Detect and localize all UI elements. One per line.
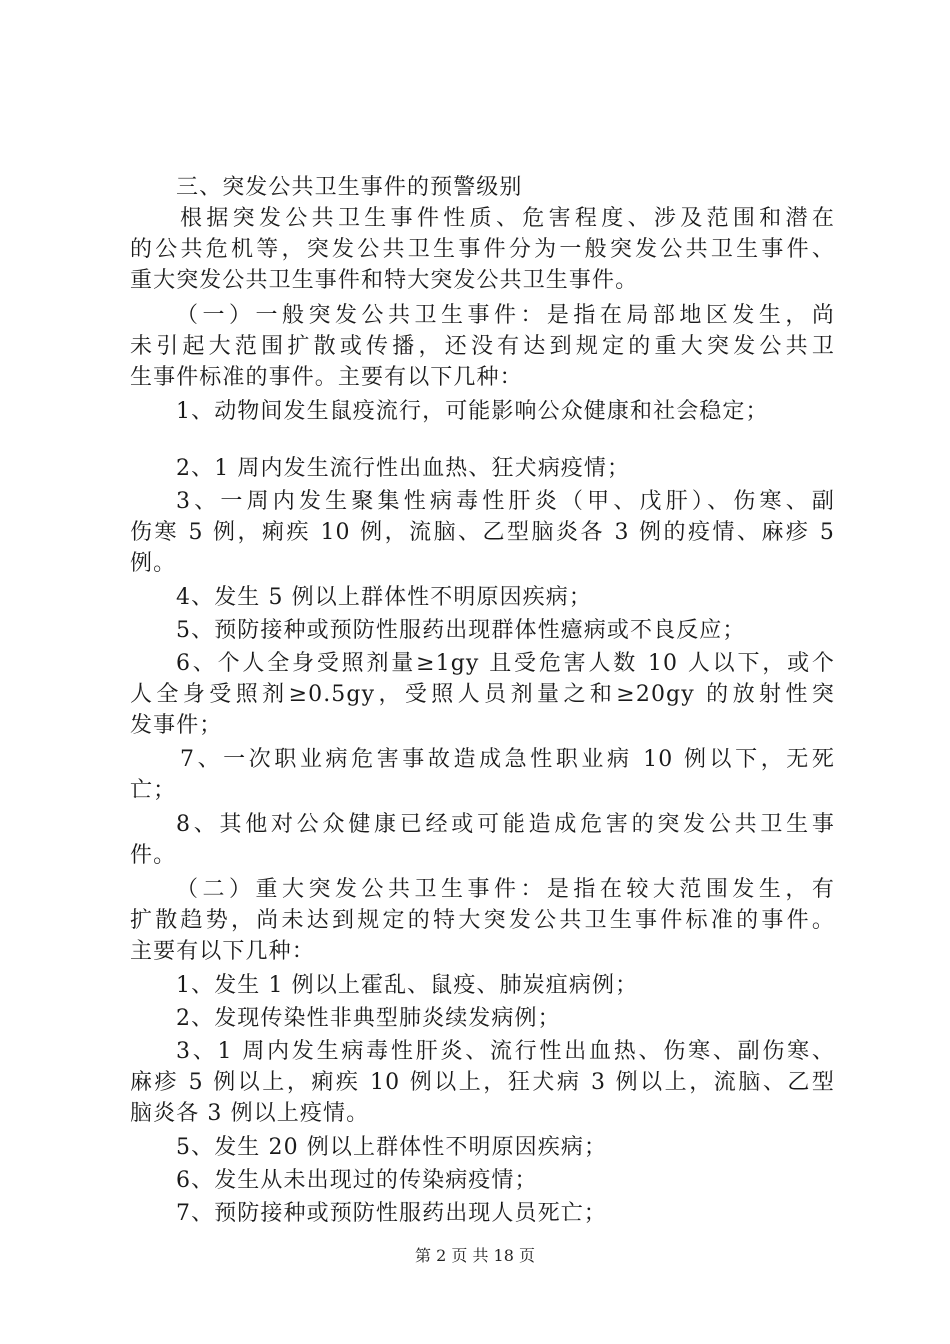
list-item: 2、1 周内发生流行性出血热、狂犬病疫情； (176, 456, 631, 481)
paragraph-line: （一）一般突发公共卫生事件：是指在局部地区发生，尚 (176, 303, 835, 328)
section-heading: 三、突发公共卫生事件的预警级别 (176, 175, 523, 200)
list-item: 6、发生从未出现过的传染病疫情； (176, 1168, 538, 1193)
paragraph-line: 未引起大范围扩散或传播，还没有达到规定的重大突发公共卫 (130, 334, 835, 359)
paragraph-line: 麻疹 5 例以上，痢疾 10 例以上，狂犬病 3 例以上，流脑、乙型 (130, 1070, 835, 1095)
page-number: 第 2 页 共 18 页 (415, 1246, 535, 1265)
paragraph-line: 生事件标准的事件。主要有以下几种： (130, 365, 523, 390)
paragraph-line: 件。 (130, 843, 177, 868)
list-item: 5、预防接种或预防性服药出现群体性癔病或不良反应； (176, 618, 746, 643)
list-item: 3、一周内发生聚集性病毒性肝炎（甲、戊肝）、伤寒、副 (176, 489, 835, 514)
list-item: 7、一次职业病危害事故造成急性职业病 10 例以下，无死 (180, 747, 835, 772)
paragraph-line: 重大突发公共卫生事件和特大突发公共卫生事件。 (130, 268, 639, 293)
paragraph-line: 主要有以下几种： (130, 939, 315, 964)
paragraph-line: 根据突发公共卫生事件性质、危害程度、涉及范围和潜在 (180, 206, 835, 231)
list-item: 5、发生 20 例以上群体性不明原因疾病； (176, 1135, 608, 1160)
list-item: 1、动物间发生鼠疫流行，可能影响公众健康和社会稳定； (176, 399, 769, 424)
paragraph-line: 扩散趋势，尚未达到规定的特大突发公共卫生事件标准的事件。 (130, 908, 835, 933)
paragraph-line: 例。 (130, 551, 177, 576)
paragraph-line: 脑炎各 3 例以上疫情。 (130, 1101, 370, 1126)
paragraph-line: （二）重大突发公共卫生事件：是指在较大范围发生，有 (176, 877, 835, 902)
list-item: 2、发现传染性非典型肺炎续发病例； (176, 1006, 561, 1031)
paragraph-line: 发事件； (130, 713, 223, 738)
list-item: 3、1 周内发生病毒性肝炎、流行性出血热、伤寒、副伤寒、 (176, 1039, 835, 1064)
list-item: 4、发生 5 例以上群体性不明原因疾病； (176, 585, 592, 610)
list-item: 6、个人全身受照剂量≥1gy 且受危害人数 10 人以下，或个 (176, 651, 835, 676)
list-item: 8、其他对公众健康已经或可能造成危害的突发公共卫生事 (176, 812, 835, 837)
paragraph-line: 伤寒 5 例，痢疾 10 例，流脑、乙型脑炎各 3 例的疫情、麻疹 5 (130, 520, 835, 545)
list-item: 1、发生 1 例以上霍乱、鼠疫、肺炭疽病例； (176, 973, 639, 998)
paragraph-line: 人全身受照剂≥0.5gy，受照人员剂量之和≥20gy 的放射性突 (130, 682, 835, 707)
paragraph-line: 的公共危机等，突发公共卫生事件分为一般突发公共卫生事件、 (130, 237, 835, 262)
paragraph-line: 亡； (130, 778, 177, 803)
list-item: 7、预防接种或预防性服药出现人员死亡； (176, 1201, 607, 1226)
